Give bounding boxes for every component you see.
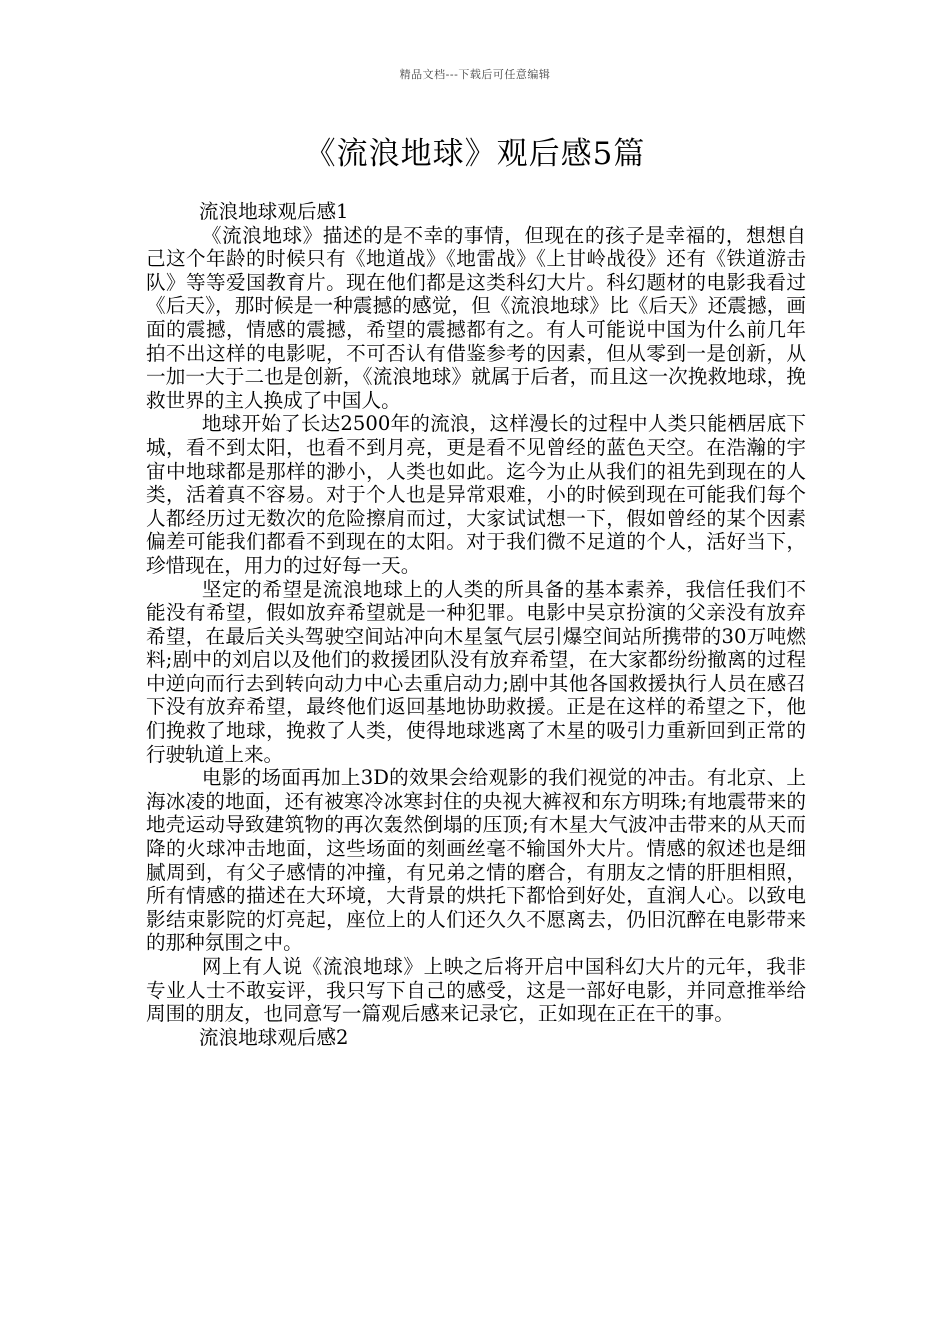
section-heading-2: 流浪地球观后感2 — [198, 1025, 349, 1049]
document-title: 《流浪地球》观后感5篇 — [304, 136, 646, 172]
body-paragraph: 电影的场面再加上3D的效果会给观影的我们视觉的冲击。有北京、上海冰凌的地面，还有被寒冷冰寒封住的央视大裤衩和东方明珠;有地震带来的地壳运动导致建筑物的再次轰然倒塌的压顶;有木星大气波冲击带来的从天而降的火球冲击地面，这些场面的刻画丝毫不输国外大片。情感的叙述也是细腻周到，有父子感情的冲撞，有兄弟之情的磨合，有朋友之情的肝胆相照，所有情感的描述在大环境，大背景的烘托下都恰到好处，直润人心。以致电影结束影院的灯亮起，座位上的人们还久久不愿离去，仍旧沉醉在电影带来的那种氛围之中。 — [146, 766, 806, 955]
body-paragraph: 《流浪地球》描述的是不幸的事情，但现在的孩子是幸福的，想想自己这个年龄的时候只有《地道战》《地雷战》《上甘岭战役》还有《铁道游击队》等等爱国教育片。现在他们都是这类科幻大片。科幻题材的电影我看过《后天》，那时候是一种震撼的感觉，但《流浪地球》比《后天》还震撼，画面的震撼，情感的震撼，希望的震撼都有之。有人可能说中国为什么前几年拍不出这样的电影呢，不可否认有借鉴参考的因素，但从零到一是创新，从一加一大于二也是创新，《流浪地球》就属于后者，而且这一次挽救地球，挽救世界的主人换成了中国人。 — [146, 223, 806, 412]
body-paragraph: 坚定的希望是流浪地球上的人类的所具备的基本素养，我信任我们不能没有希望，假如放弃希望就是一种犯罪。电影中吴京扮演的父亲没有放弃希望，在最后关头驾驶空间站冲向木星氢气层引爆空间站所携带的30万吨燃料;剧中的刘启以及他们的救援团队没有放弃希望，在大家都纷纷撤离的过程中逆向而行去到转向动力中心去重启动力;剧中其他各国救援执行人员在感召下没有放弃希望，最终他们返回基地协助救援。正是在这样的希望之下，他们挽救了地球，挽救了人类，使得地球逃离了木星的吸引力重新回到正常的行驶轨道上来。 — [146, 577, 806, 766]
document-body — [146, 200, 806, 1049]
body-paragraph: 地球开始了长达2500年的流浪，这样漫长的过程中人类只能栖居底下城，看不到太阳，也看不到月亮，更是看不见曾经的蓝色天空。在浩瀚的宇宙中地球都是那样的渺小，人类也如此。迄今为止从我们的祖先到现在的人类，活着真不容易。对于个人也是异常艰难，小的时候到现在可能我们每个人都经历过无数次的危险擦肩而过，大家试试想一下，假如曾经的某个因素偏差可能我们都看不到现在的太阳。对于我们微不足道的个人，活好当下，珍惜现在，用力的过好每一天。 — [146, 412, 806, 577]
page-header-note: 精品文档---下载后可任意编辑 — [399, 68, 551, 81]
body-paragraph: 网上有人说《流浪地球》上映之后将开启中国科幻大片的元年，我非专业人士不敢妄评，我只写下自己的感受，这是一部好电影，并同意推举给周围的朋友，也同意写一篇观后感来记录它，正如现在正在干的事。 — [146, 955, 806, 1026]
section-heading-1: 流浪地球观后感1 — [198, 200, 349, 223]
